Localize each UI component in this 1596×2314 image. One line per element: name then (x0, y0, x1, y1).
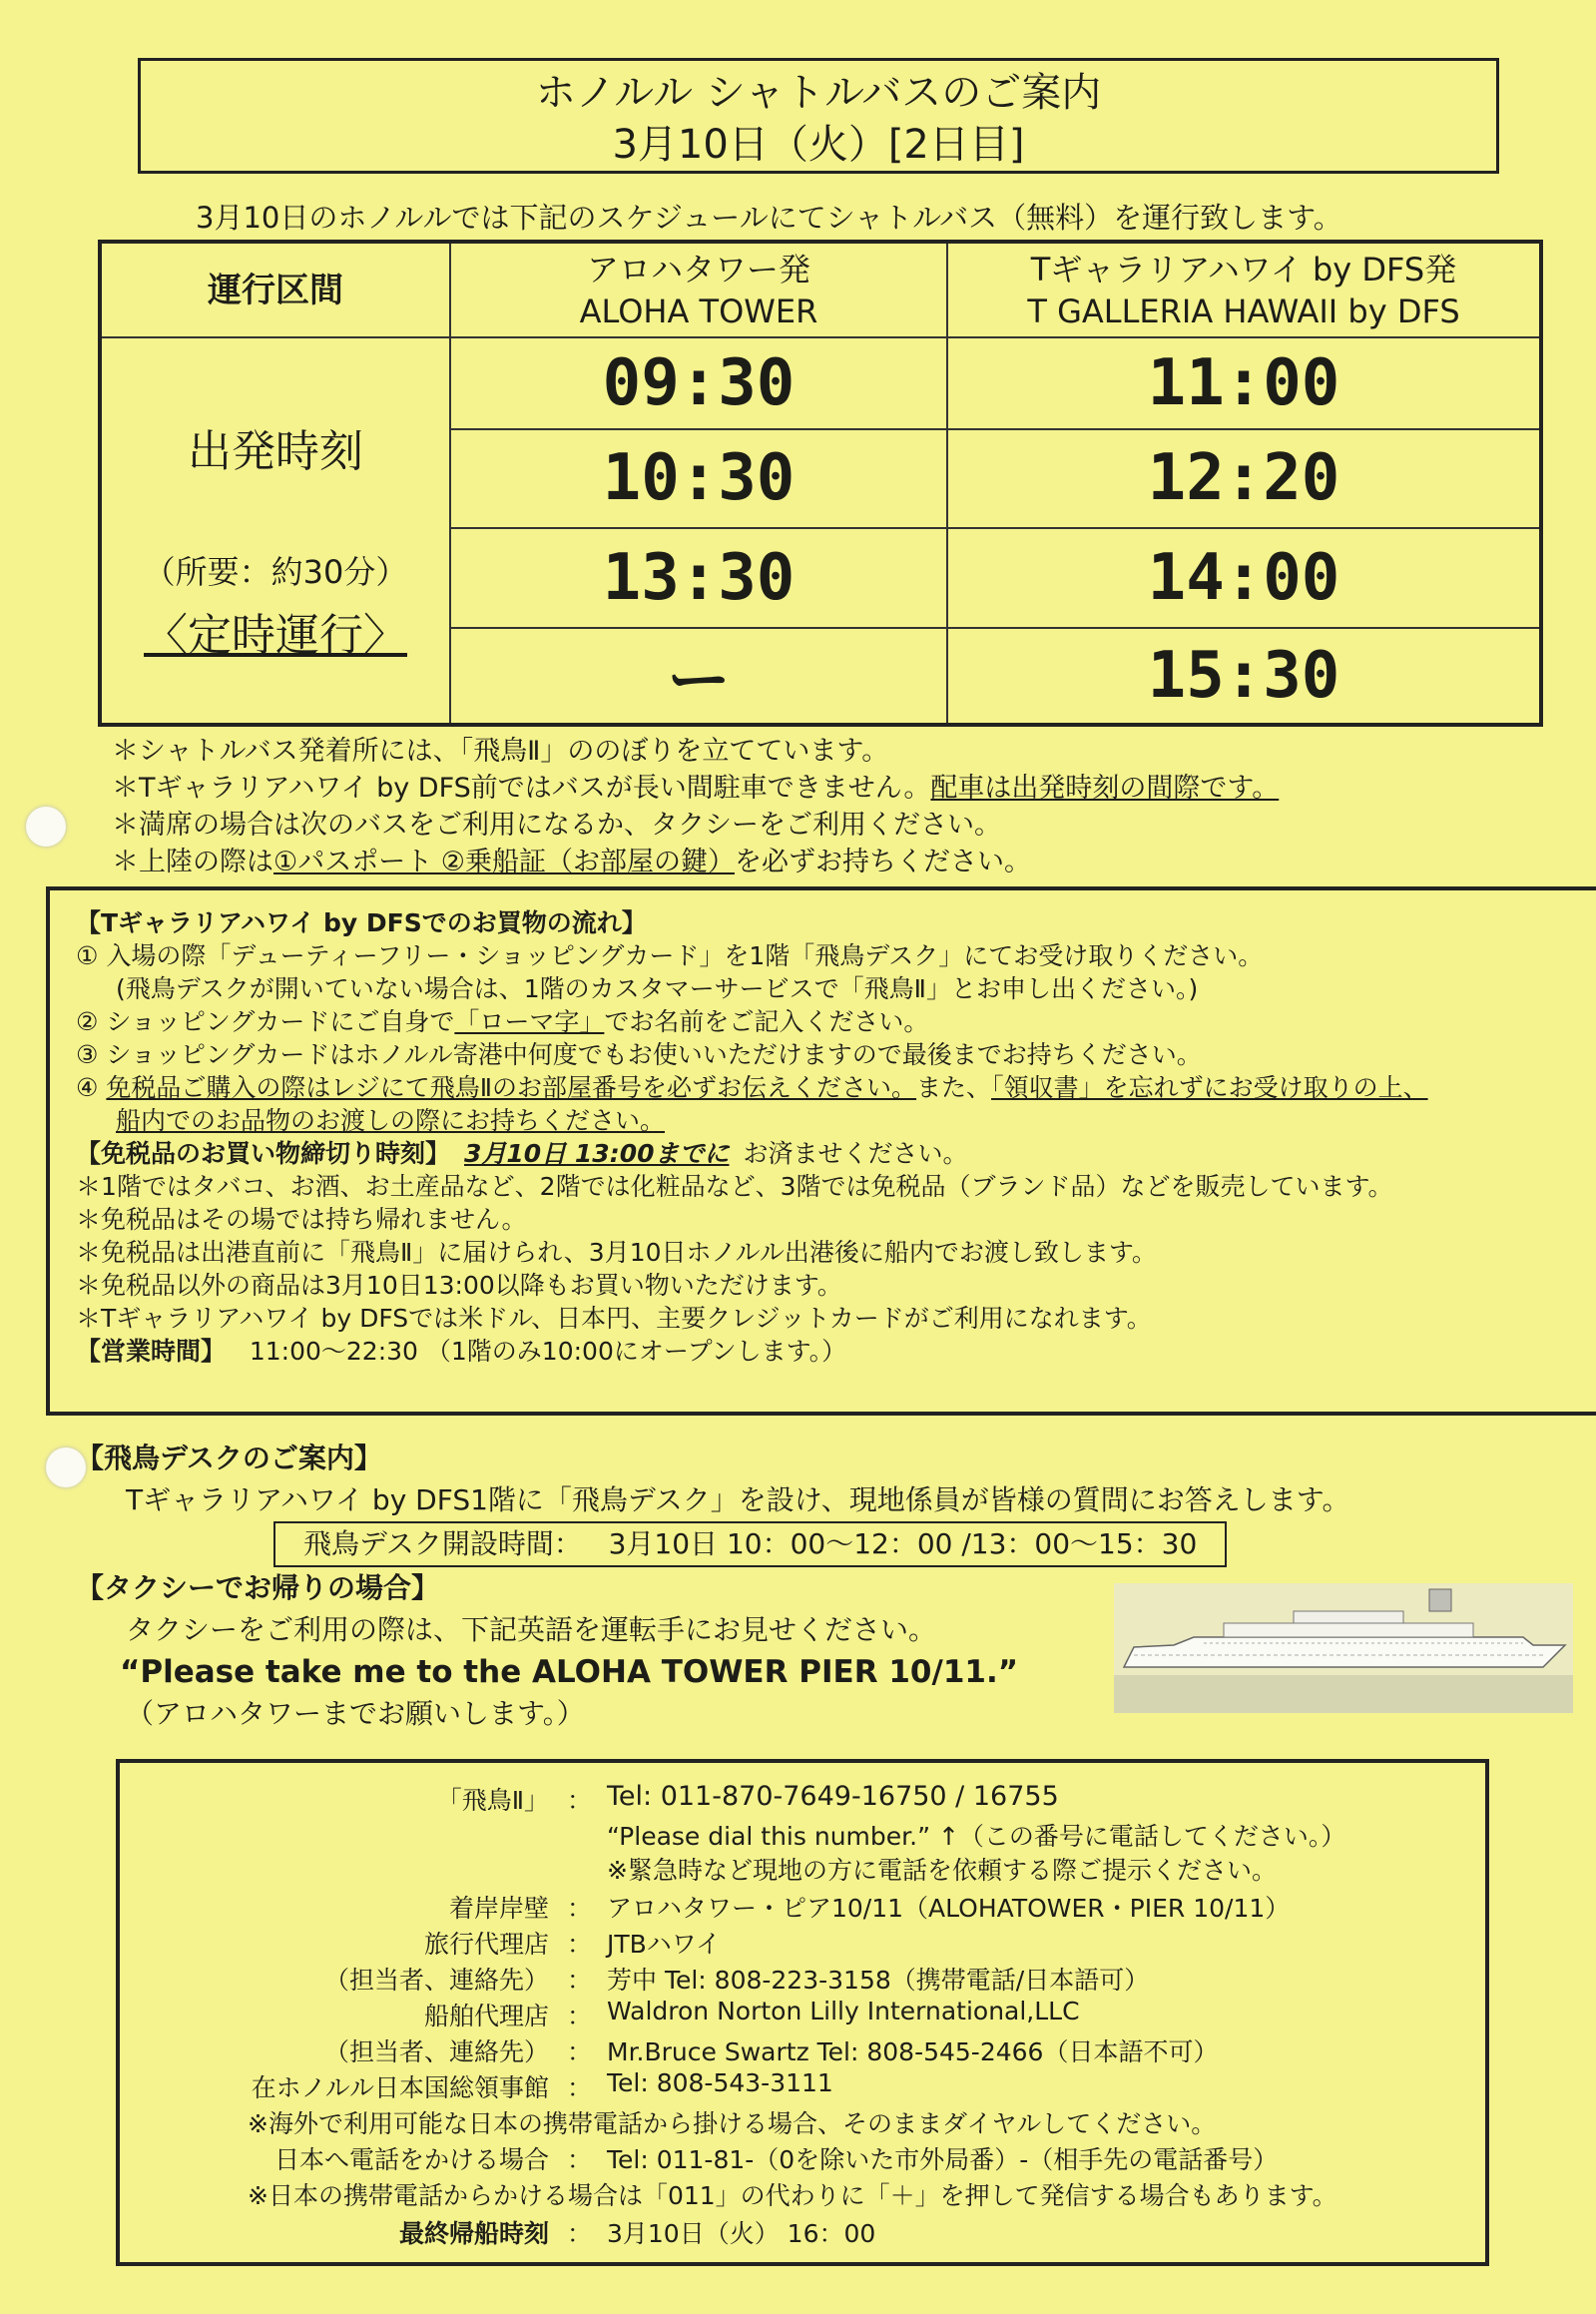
shopping-step-3: ③ ショッピングカードはホノルル寄港中何度でもお使いいただけますので最後までお持ちください。 (76, 1040, 1202, 1069)
shopping-bullet-payment: ＊Tギャラリアハワイ by DFSでは米ドル、日本円、主要クレジットカードがご利用になれます。 (76, 1304, 1152, 1333)
step-4-mid: また、 (916, 1073, 992, 1102)
aloha-time-1: 09:30 (450, 337, 947, 429)
deadline-tail: お済ませください。 (743, 1139, 968, 1168)
asuka-tel: Tel: 011-870-7649-16750 / 16755 (607, 1781, 1059, 1812)
hours-value: 11:00～22:30 （1階のみ10:00にオープンします。） (249, 1337, 847, 1366)
header-aloha (450, 242, 947, 337)
taxi-translation: （アロハタワーまでお願いします。） (126, 1697, 585, 1730)
japan-mobile-note: ※日本の携帯電話からかける場合は「011」の代わりに「＋」を押して発信する場合もあります。 (248, 2181, 1337, 2210)
deadline-label: 【免税品のお買い物締切り時刻】 (76, 1139, 451, 1168)
overseas-note: ※海外で利用可能な日本の携帯電話から掛ける場合、そのままダイヤルしてください。 (248, 2109, 1217, 2138)
travel-agency-label: 旅行代理店 (423, 1930, 549, 1959)
departure-label-cell (100, 337, 450, 725)
note-parking-emphasis: 配車は出発時刻の間際です。 (930, 773, 1280, 804)
header-route-label: 運行区間 (100, 242, 450, 337)
note-full: ＊満席の場合は次のバスをご利用になるか、タクシーをご利用ください。 (112, 810, 1001, 841)
step-4-receipt: 「領収書」を忘れずにお受け取りの上、 (991, 1073, 1428, 1102)
pier-label: 着岸岸壁 (448, 1894, 549, 1923)
japan-call-label: 日本へ電話をかける場合 (273, 2145, 549, 2174)
departure-time-label: 出発時刻 (188, 426, 363, 478)
taxi-english-phrase: “Please take me to the ALOHA TOWER PIER 10/11.” (120, 1654, 1019, 1690)
step-2-lead: ② ショッピングカードにご自身で (76, 1007, 455, 1036)
shuttle-notes (112, 733, 1279, 880)
galleria-time-2: 12:20 (947, 429, 1541, 527)
consulate-label: 在ホノルル日本国総領事館 (251, 2073, 549, 2102)
intro-text: 3月10日のホノルルでは下記のスケジュールにてシャトルバス（無料）を運行致します。 (196, 201, 1342, 235)
taxi-heading: 【タクシーでお帰りの場合】 (76, 1571, 440, 1604)
consulate-value: Tel: 808-543-3111 (607, 2068, 833, 2097)
schedule-table (98, 240, 1543, 727)
desk-hours-box (273, 1521, 1227, 1567)
colon: ： (567, 1930, 593, 1959)
ship-agency-value: Waldron Norton Lilly International,LLC (607, 1997, 1080, 2025)
galleria-time-3: 14:00 (947, 528, 1541, 628)
binder-hole-top (26, 807, 66, 847)
desk-hours-label: 飛鳥デスク開設時間： (303, 1527, 582, 1560)
deadline-line (76, 1137, 1428, 1170)
step-2-tail: でお名前をご記入ください。 (604, 1007, 929, 1036)
shopping-step-2 (76, 1005, 1428, 1038)
note-landing-items: ①パスポート ②乗船証（お部屋の鍵） (273, 847, 735, 877)
shopping-bullet-delivery: ＊免税品は出港直前に「飛鳥Ⅱ」に届けられ、3月10日ホノルル出港後に船内でお渡し致します。 (76, 1238, 1157, 1267)
note-landing-lead: ＊上陸の際は (112, 847, 273, 877)
deadline-value: 3月10日 13:00までに (464, 1139, 730, 1168)
header-galleria-en: T GALLERIA HAWAII by DFS (1027, 291, 1460, 330)
colon: ： (567, 1894, 593, 1923)
ship-agency-label: 船舶代理店 (423, 2002, 549, 2030)
ship-contact-value: Mr.Bruce Swartz Tel: 808-545-2466（日本語不可） (607, 2037, 1219, 2066)
page-title: ホノルル シャトルバスのご案内 (535, 70, 1102, 116)
travel-contact-label: （担当者、連絡先） (323, 1966, 549, 1995)
shopping-step-1: ① 入場の際「デューティーフリー・ショッピングカード」を1階「飛鳥デスク」にてお受け取りください。 (76, 941, 1264, 970)
shopping-box (46, 886, 1596, 1416)
duration-label: （所要：約30分） (143, 553, 408, 592)
shopping-step-1-note: (飛鳥デスクが開いていない場合は、1階のカスタマーサービスで「飛鳥Ⅱ」とお申し出ください。) (116, 974, 1199, 1003)
desk-hours-value: 3月10日 10：00～12：00 /13：00～15：30 (608, 1527, 1198, 1560)
shopping-bullet-carry: ＊免税品はその場では持ち帰れません。 (76, 1205, 527, 1234)
header-aloha-jp: アロハタワー発 (586, 250, 810, 289)
aloha-time-3: 13:30 (450, 528, 947, 628)
step-2-romaji: 「ローマ字」 (454, 1007, 605, 1036)
travel-contact-value: 芳中 Tel: 808-223-3158（携帯電話/日本語可） (607, 1966, 1150, 1995)
aloha-time-4: ー (450, 628, 947, 725)
fixed-schedule-label: 〈定時運行〉 (144, 610, 407, 662)
final-boarding-label: 最終帰船時刻 (398, 2219, 549, 2248)
title-box (138, 58, 1499, 174)
note-parking-text: ＊Tギャラリアハワイ by DFS前ではバスが長い間駐車できません。 (112, 773, 931, 804)
page-date: 3月10日（火）[2日目] (612, 122, 1025, 168)
ship-contact-label: （担当者、連絡先） (323, 2037, 549, 2066)
header-galleria (947, 242, 1541, 337)
note-landing (112, 844, 1279, 880)
galleria-time-4: 15:30 (947, 628, 1541, 725)
cruise-ship-image (1114, 1583, 1573, 1713)
galleria-time-1: 11:00 (947, 337, 1541, 429)
colon: ： (567, 2002, 593, 2030)
pier-value: アロハタワー・ピア10/11（ALOHATOWER・PIER 10/11） (607, 1894, 1291, 1923)
shopping-step-4-cont: 船内でのお品物のお渡しの際にお持ちください。 (116, 1106, 666, 1135)
shopping-bullet-other: ＊免税品以外の商品は3月10日13:00以降もお買い物いただけます。 (76, 1271, 842, 1300)
final-boarding-value: 3月10日（火） 16：00 (607, 2219, 876, 2248)
contact-box (116, 1759, 1489, 2266)
aloha-time-2: 10:30 (450, 429, 947, 527)
shopping-bullet-floors: ＊1階ではタバコ、お酒、お土産品など、2階では化粧品など、3階では免税品（ブランド品）などを販売しています。 (76, 1172, 1393, 1201)
note-parking (112, 770, 1279, 807)
colon: ： (567, 1786, 593, 1815)
desk-text: Tギャラリアハワイ by DFS1階に「飛鳥デスク」を設け、現地係員が皆様の質問にお答えします。 (126, 1483, 1350, 1516)
asuka-note: ※緊急時など現地の方に電話を依頼する際ご提示ください。 (607, 1856, 1277, 1885)
colon: ： (567, 2073, 593, 2102)
shopping-heading: 【Tギャラリアハワイ by DFSでのお買物の流れ】 (76, 908, 647, 937)
asuka-label: 「飛鳥Ⅱ」 (436, 1786, 549, 1815)
note-landing-tail: を必ずお持ちください。 (735, 847, 1031, 877)
colon: ： (567, 2145, 593, 2174)
step-4-room: 免税品ご購入の際はレジにて飛鳥Ⅱのお部屋番号を必ずお伝えください。 (106, 1073, 917, 1102)
japan-call-value: Tel: 011-81-（0を除いた市外局番）-（相手先の電話番号） (607, 2145, 1279, 2174)
business-hours (76, 1335, 1428, 1368)
step-4-num: ④ (76, 1073, 107, 1102)
shopping-step-4 (76, 1071, 1428, 1104)
colon: ： (567, 2037, 593, 2066)
colon: ： (567, 2219, 593, 2248)
desk-heading: 【飛鳥デスクのご案内】 (76, 1442, 382, 1474)
taxi-text: タクシーをご利用の際は、下記英語を運転手にお見せください。 (126, 1613, 937, 1646)
travel-agency-value: JTBハワイ (607, 1930, 722, 1959)
header-galleria-jp: Tギャラリアハワイ by DFS発 (1030, 250, 1457, 289)
header-aloha-en: ALOHA TOWER (579, 291, 818, 330)
desk-hours (76, 1521, 1349, 1567)
note-flag: ＊シャトルバス発着所には、「飛鳥Ⅱ」ののぼりを立てています。 (112, 736, 889, 767)
asuka-dial: “Please dial this number.” ↑（この番号に電話してください。） (607, 1822, 1346, 1851)
hours-label: 【営業時間】 (76, 1337, 227, 1366)
colon: ： (567, 1966, 593, 1995)
